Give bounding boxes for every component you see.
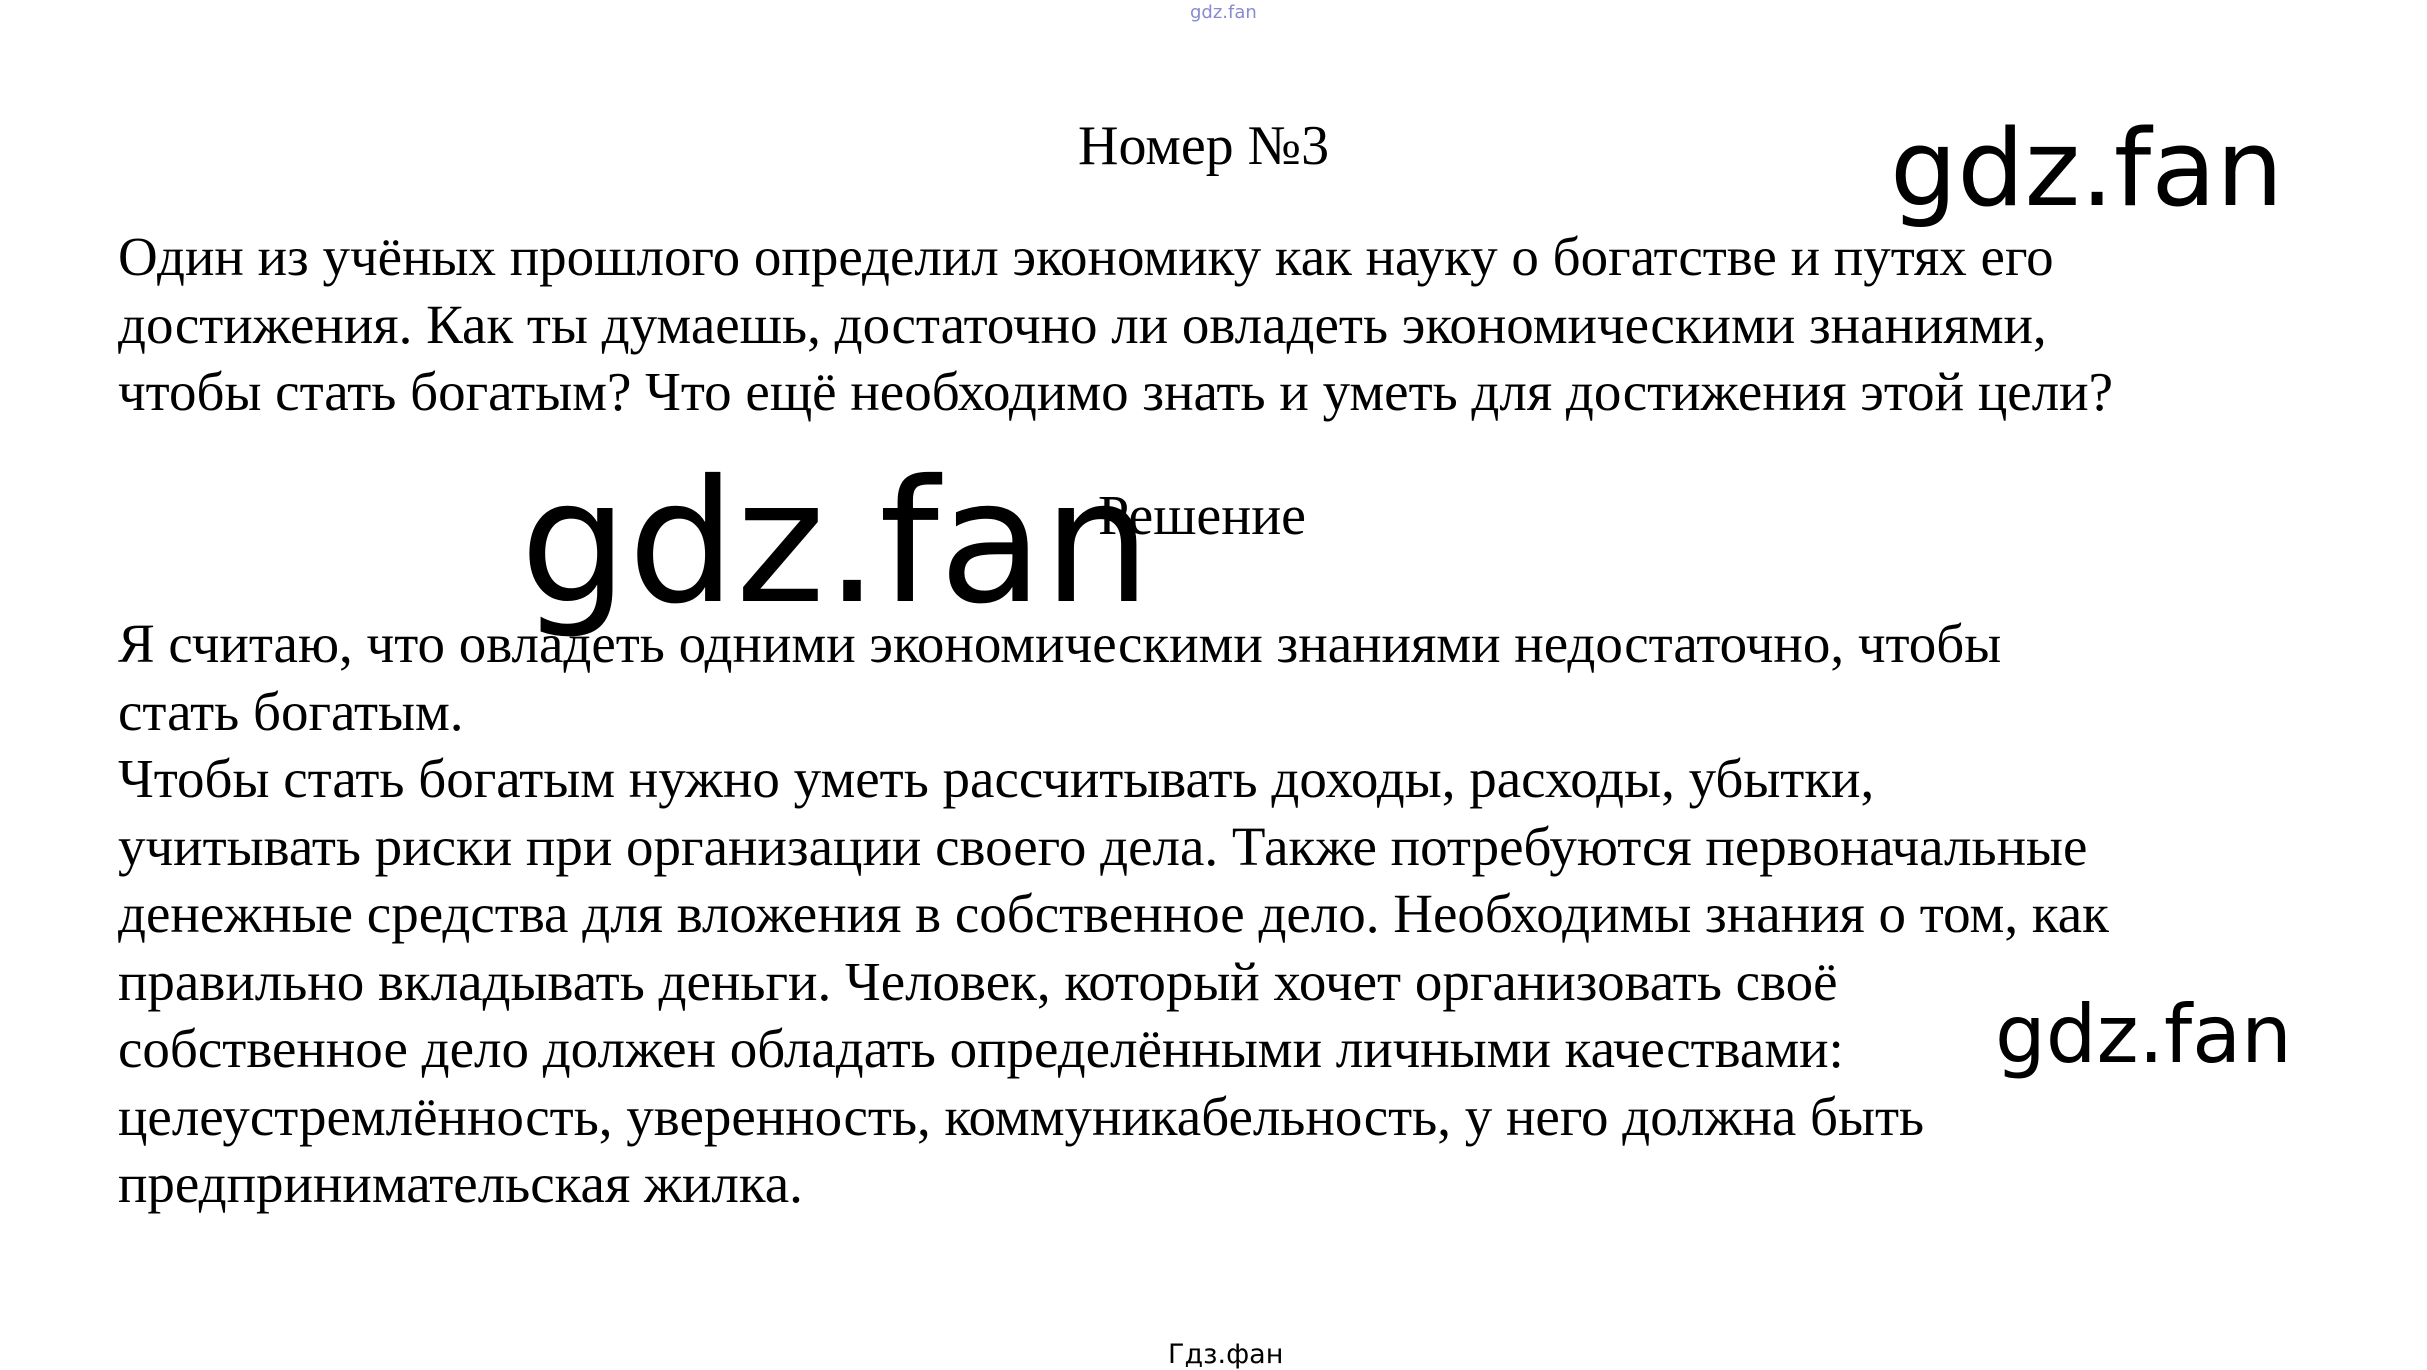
exercise-heading: Номер №3 — [1078, 115, 1330, 177]
question-line: Один из учёных прошлого определил экономику как науку о богатстве и путях его — [118, 226, 2054, 287]
solution-heading: Решение — [1098, 485, 1307, 547]
question-line: достижения. Как ты думаешь, достаточно ли овладеть экономическими знаниями, — [118, 293, 2047, 355]
answer-line: Чтобы стать богатым нужно уметь рассчитывать доходы, расходы, убытки, — [118, 748, 1875, 809]
footer-watermark: Гдз.фан — [1168, 1339, 1284, 1370]
watermark-logo-top-right: gdz.fan — [1890, 107, 2284, 230]
answer-line: целеустремлённость, уверенность, коммуникабельность, у него должна быть — [118, 1085, 1925, 1147]
watermark-logo-center: gdz.fan — [520, 444, 1151, 642]
watermark-logo-bottom-right: gdz.fan — [1995, 988, 2292, 1081]
answer-line: предпринимательская жилка. — [118, 1153, 803, 1214]
question-line: чтобы стать богатым? Что ещё необходимо знать и уметь для достижения этой цели? — [118, 361, 2113, 422]
answer-line: стать богатым. — [118, 680, 464, 742]
answer-line: учитывать риски при организации своего дела. Также потребуются первоначальные — [118, 815, 2088, 877]
answer-line: Я считаю, что овладеть одними экономическими знаниями недостаточно, чтобы — [118, 613, 2002, 674]
answer-line: денежные средства для вложения в собственное дело. Необходимы знания о том, как — [118, 883, 2109, 944]
question-text — [118, 223, 2113, 426]
answer-line: правильно вкладывать деньги. Человек, который хочет организовать своё — [118, 950, 1838, 1012]
answer-text — [118, 610, 2109, 1218]
top-watermark: gdz.fan — [1190, 2, 1257, 23]
answer-line: собственное дело должен обладать определёнными личными качествами: — [118, 1018, 1844, 1079]
